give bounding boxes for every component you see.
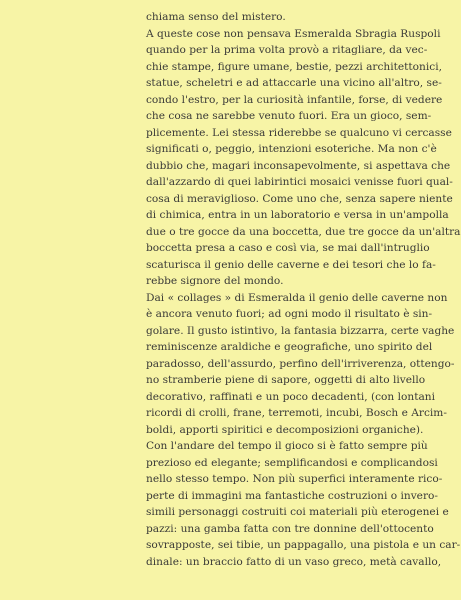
text-line: dinale: un braccio fatto di un vaso greco, metà cavallo, bbox=[146, 555, 442, 568]
text-line: golare. Il gusto istintivo, la fantasia bizzarra, certe vaghe bbox=[146, 324, 455, 337]
text-line: significati o, peggio, intenzioni esoteriche. Ma non c'è bbox=[146, 143, 437, 155]
text-line: di chimica, entra in un laboratorio e versa in un'ampolla bbox=[146, 209, 449, 221]
text-line: due o tre gocce da una boccetta, due tre gocce da un'altra bbox=[146, 225, 461, 238]
text-line: boldi, apporti spiritici e decomposizioni organiche). bbox=[146, 423, 424, 436]
text-line: reminiscenze araldiche e geografiche, uno spirito del bbox=[146, 341, 433, 353]
text-line: dall'azzardo di quei labirintici mosaici venisse fuori qual- bbox=[146, 176, 453, 188]
text-line: condo l'estro, per la curiosità infantile, forse, di vedere bbox=[146, 93, 443, 106]
text-line: Dai « collages » di Esmeralda il genio delle caverne non bbox=[146, 291, 448, 304]
text-line: quando per la prima volta provò a ritagliare, da vec- bbox=[146, 44, 428, 56]
text-line: simili personaggi costruiti coi materiali più eterogenei e bbox=[146, 506, 449, 518]
text-line: è ancora venuto fuori; ad ogni modo il risultato è sin- bbox=[146, 308, 433, 320]
text-line: decorativo, raffinati e un poco decadenti, (con lontani bbox=[146, 390, 435, 403]
text-line: chie stampe, figure umane, bestie, pezzi architettonici, bbox=[146, 60, 442, 73]
text-line: statue, scheletri e ad attaccarle una vicino all'altro, se- bbox=[146, 77, 442, 89]
text-line: sovrapposte, sei tibie, un pappagallo, una pistola e un car- bbox=[146, 539, 461, 551]
text-line: nello stesso tempo. Non più superfici interamente rico- bbox=[146, 473, 443, 485]
text-line: paradosso, dell'assurdo, perfino dell'irriverenza, ottengo- bbox=[146, 357, 455, 370]
text-line: rebbe signore del mondo. bbox=[146, 275, 284, 287]
text-line: che cosa ne sarebbe venuto fuori. Era un gioco, sem- bbox=[146, 110, 432, 122]
text-line: no stramberie piene di sapore, oggetti di alto livello bbox=[146, 374, 426, 386]
text-line: pazzi: una gamba fatta con tre donnine dell'ottocento bbox=[146, 522, 434, 535]
text-line: prezioso ed elegante; semplificandosi e complicandosi bbox=[146, 456, 438, 469]
text-line: Con l'andare del tempo il gioco si è fatto sempre più bbox=[146, 440, 428, 452]
text-line: plicemente. Lei stessa riderebbe se qualcuno vi cercasse bbox=[146, 126, 452, 139]
text-line: perte di immagini ma fantastiche costruzioni o invero- bbox=[146, 489, 438, 502]
text-line: scaturisca il genio delle caverne e dei tesori che lo fa- bbox=[146, 258, 436, 271]
text-line: A queste cose non pensava Esmeralda Sbragia Ruspoli bbox=[146, 27, 441, 40]
text-line: ricordi di crolli, frane, terremoti, incubi, Bosch e Arcim- bbox=[146, 407, 447, 419]
text-line: cosa di meraviglioso. Come uno che, senza sapere niente bbox=[146, 192, 453, 205]
text-line: chiama senso del mistero. bbox=[146, 11, 286, 23]
text-line: dubbio che, magari inconsapevolmente, si aspettava che bbox=[146, 159, 451, 172]
body-text bbox=[146, 9, 461, 570]
text-line: boccetta presa a caso e così via, se mai dall'intruglio bbox=[146, 242, 430, 254]
